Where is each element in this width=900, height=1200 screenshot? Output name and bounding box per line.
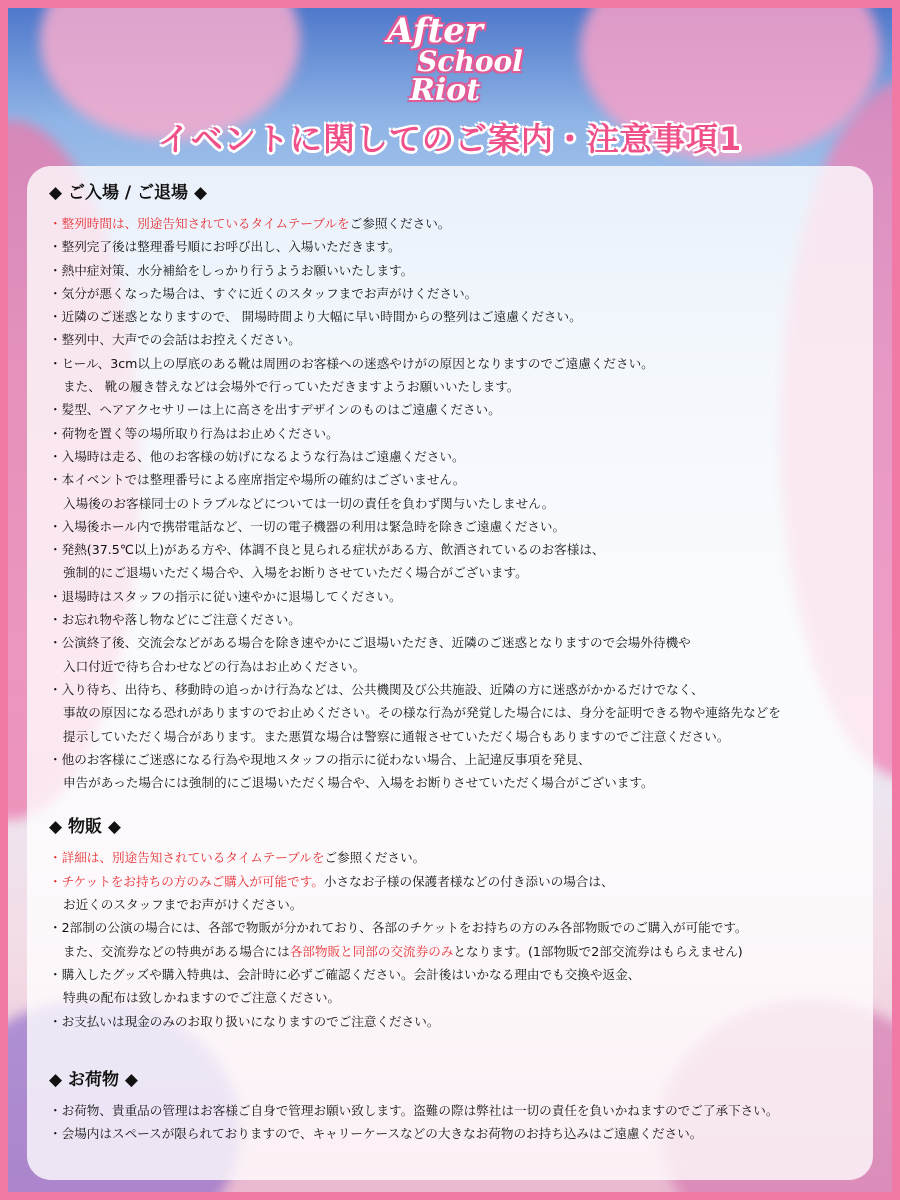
list-item bbox=[49, 282, 853, 305]
highlight-text: ・詳細は、別途告知されているタイムテーブルを bbox=[49, 850, 325, 866]
list-item bbox=[49, 1122, 853, 1145]
merch-list bbox=[49, 846, 853, 1032]
item-text: ・お忘れ物や落し物などにご注意ください。 bbox=[49, 612, 301, 628]
list-item bbox=[49, 305, 853, 328]
event-logo bbox=[330, 11, 570, 119]
item-continuation: 特典の配布は致しかねますのでご注意ください。 bbox=[63, 990, 341, 1006]
highlight-text: 各部物販と同部の交流券のみ bbox=[289, 943, 454, 959]
item-continuation: 入場後のお客様同士のトラブルなどについては一切の責任を負わず関与いたしません。 bbox=[63, 495, 555, 511]
item-text: ・2部制の公演の場合には、各部で物販が分かれており、各部のチケットをお持ちの方のみ各部物販でのご購入が可能です。 bbox=[49, 920, 748, 936]
list-item bbox=[49, 870, 853, 917]
item-text: ・気分が悪くなった場合は、すぐに近くのスタッフまでお声がけください。 bbox=[49, 285, 478, 301]
item-text: ・退場時はスタッフの指示に従い速やかに退場してください。 bbox=[49, 588, 402, 604]
highlight-text: ・チケットをお持ちの方のみご購入が可能です。 bbox=[49, 873, 324, 889]
item-text: ご参照ください。 bbox=[349, 216, 451, 231]
list-item bbox=[49, 352, 853, 399]
item-text: ・入り待ち、出待ち、移動時の追っかけ行為などは、公共機関及び公共施設、近隣の方に迷惑がかかるだけでなく、 bbox=[49, 681, 704, 697]
logo-line-3: Riot bbox=[409, 73, 481, 108]
item-continuation: また、 靴の履き替えなどは会場外で行っていただきますようお願いいたします。 bbox=[63, 379, 520, 395]
list-item bbox=[49, 445, 853, 468]
list-item bbox=[49, 235, 853, 258]
item-text: 小さなお子様の保護者様などの付き添いの場合は、 bbox=[323, 873, 614, 889]
list-item bbox=[49, 328, 853, 351]
section-heading-entry-exit: ◆ ご入場 / ご退場 ◆ bbox=[49, 183, 208, 203]
list-item bbox=[49, 1010, 853, 1033]
item-continuation: 強制的にご退場いただく場合や、入場をお断りさせていただく場合がございます。 bbox=[63, 565, 528, 581]
logo-line-1: After bbox=[387, 11, 483, 51]
highlight-text: ・整列時間は、別途告知されているタイムテーブルを bbox=[49, 216, 350, 231]
list-item bbox=[49, 398, 853, 421]
list-item bbox=[49, 259, 853, 282]
item-continuation bbox=[49, 940, 853, 963]
item-text: ・お荷物、貴重品の管理はお客様ご自身で管理お願い致します。盗難の際は弊社は一切の責任を負いかねますのでご了承下さい。 bbox=[49, 1102, 779, 1118]
list-item bbox=[49, 608, 853, 631]
luggage-list bbox=[49, 1099, 853, 1146]
item-continuation: 申告があった場合には強制的にご退場いただく場合や、入場をお断りさせていただく場合がございます。 bbox=[63, 775, 654, 791]
item-text: となります。(1部物販で2部交流券はもらえません) bbox=[453, 943, 743, 959]
list-item bbox=[49, 468, 853, 515]
item-text: ・髪型、ヘアアクセサリーは上に高さを出すデザインのものはご遠慮ください。 bbox=[49, 402, 501, 418]
item-text: ・他のお客様にご迷惑になる行為や現地スタッフの指示に従わない場合、上記違反事項を発見、 bbox=[49, 751, 591, 767]
list-item bbox=[49, 585, 853, 608]
item-text: ・ヒール、3cm以上の厚底のある靴は周囲のお客様への迷惑やけがの原因となりますのでご遠慮ください。 bbox=[49, 355, 654, 371]
section-heading-merch: ◆ 物販 ◆ bbox=[49, 817, 121, 838]
item-text: ・近隣のご迷惑となりますので、 開場時間より大幅に早い時間からの整列はご遠慮ください。 bbox=[49, 309, 582, 325]
item-text: ・購入したグッズや購入特典は、会計時に必ずご確認ください。会計後はいかなる理由でも交換や返金、 bbox=[49, 966, 641, 982]
item-text: ・整列完了後は整理番号順にお呼び出し、入場いただきます。 bbox=[49, 239, 401, 255]
section-heading-luggage: ◆ お荷物 ◆ bbox=[49, 1069, 138, 1090]
item-continuation: 事故の原因になる恐れがありますのでお止めください。その様な行為が発覚した場合には、身分を証明できる物や連絡先などを bbox=[63, 705, 781, 721]
item-text: ・会場内はスペースが限られておりますので、キャリーケースなどの大きなお荷物のお持ち込みはご遠慮ください。 bbox=[49, 1126, 703, 1142]
list-item bbox=[49, 916, 853, 963]
list-item bbox=[49, 963, 853, 1010]
list-item bbox=[49, 538, 853, 585]
item-text: また、交流券などの特典がある場合には bbox=[63, 943, 290, 959]
item-text: ・熱中症対策、水分補給をしっかり行うようお願いいたします。 bbox=[49, 262, 414, 278]
list-item bbox=[49, 515, 853, 538]
logo-line-2: School bbox=[417, 45, 523, 78]
page-title: イベントに関してのご案内・注意事項1 bbox=[157, 120, 743, 158]
list-item bbox=[49, 631, 853, 678]
item-text: ・本イベントでは整理番号による座席指定や場所の確約はございません。 bbox=[49, 472, 466, 488]
list-item bbox=[49, 678, 853, 748]
list-item bbox=[49, 748, 853, 795]
item-continuation: お近くのスタッフまでお声がけください。 bbox=[63, 897, 303, 913]
item-continuation: 提示していただく場合があります。また悪質な場合は警察に通報させていただく場合もありますのでご注意ください。 bbox=[63, 728, 730, 744]
item-text: ・入場時は走る、他のお客様の妨げになるような行為はご遠慮ください。 bbox=[49, 448, 465, 464]
list-item bbox=[49, 422, 853, 445]
item-text: ・入場後ホール内で携帯電話など、一切の電子機器の利用は緊急時を除きご遠慮ください。 bbox=[49, 518, 566, 534]
list-item bbox=[49, 846, 853, 869]
item-text: ・荷物を置く等の場所取り行為はお止めください。 bbox=[49, 425, 339, 441]
item-text: ・お支払いは現金のみのお取り扱いになりますのでご注意ください。 bbox=[49, 1013, 440, 1029]
list-item bbox=[49, 212, 853, 235]
list-item bbox=[49, 1099, 853, 1122]
item-text: ・発熱(37.5℃以上)がある方や、体調不良と見られる症状がある方、飲酒されているのお客様は、 bbox=[49, 542, 605, 558]
entry-exit-list bbox=[49, 212, 853, 794]
item-text: ・整列中、大声での会話はお控えください。 bbox=[49, 332, 301, 348]
notice-panel bbox=[27, 166, 873, 1180]
item-text: ・公演終了後、交流会などがある場合を除き速やかにご退場いただき、近隣のご迷惑となりますので会場外待機や bbox=[49, 635, 691, 651]
item-continuation: 入口付近で待ち合わせなどの行為はお止めください。 bbox=[63, 658, 366, 674]
item-text: ご参照ください。 bbox=[324, 850, 426, 866]
